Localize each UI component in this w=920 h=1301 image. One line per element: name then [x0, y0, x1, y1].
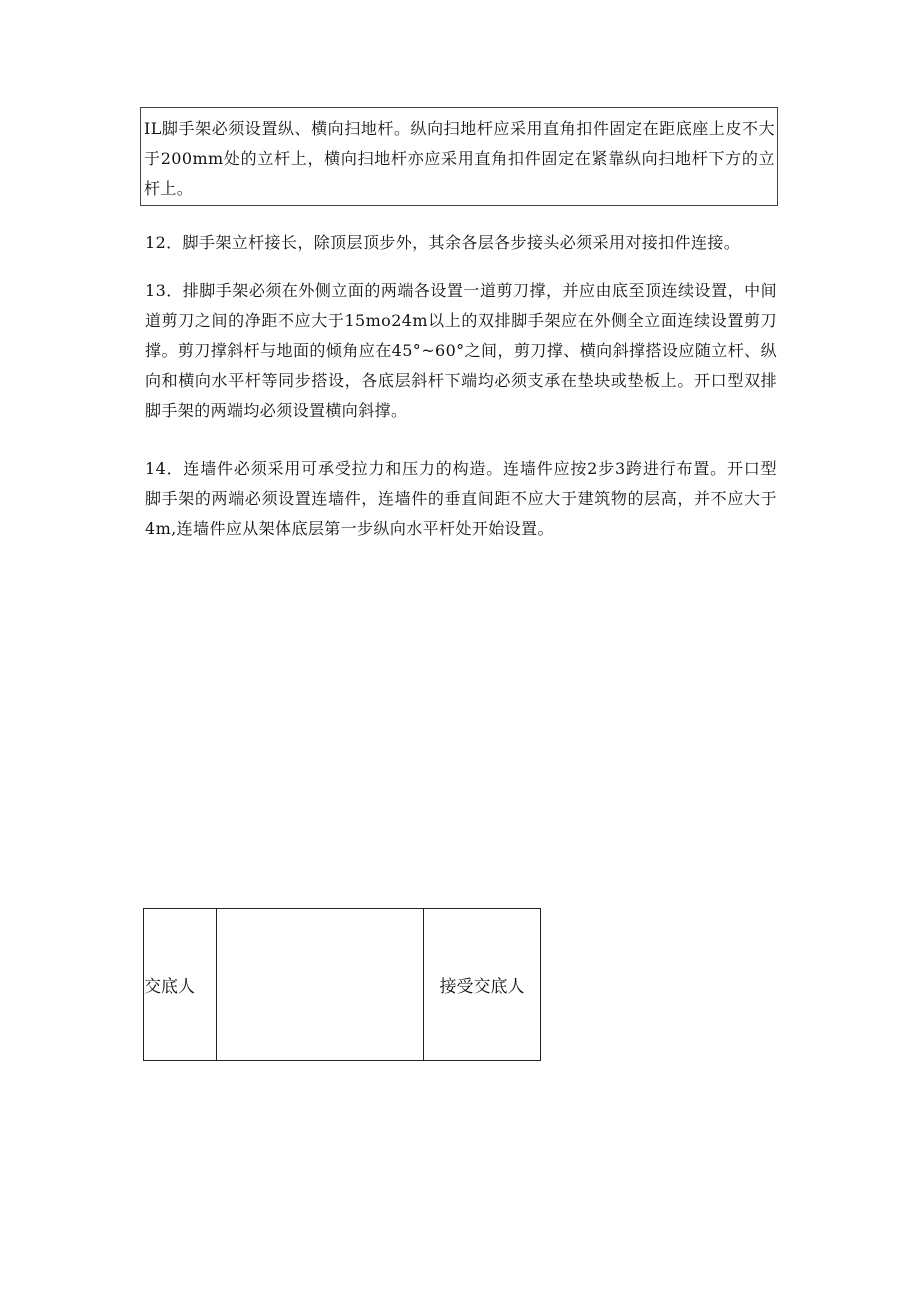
discloser-label: 交底人	[144, 909, 217, 1061]
paragraph-item-12: 12．脚手架立杆接长，除顶层顶步外，其余各层各步接头必须采用对接扣件连接。	[145, 233, 741, 252]
signature-table	[143, 908, 541, 1061]
boxed-paragraph-item-11: IL脚手架必须设置纵、横向扫地杆。纵向扫地杆应采用直角扣件固定在距底座上皮不大于200mm处的立杆上，横向扫地杆亦应采用直角扣件固定在紧靠纵向扫地杆下方的立杆上。	[140, 107, 778, 206]
signature-row	[144, 909, 541, 1061]
paragraph-item-13: 13．排脚手架必须在外侧立面的两端各设置一道剪刀撑，并应由底至顶连续设置，中间道剪刀之间的净距不应大于15mo24m以上的双排脚手架应在外侧全立面连续设置剪刀撑。剪刀撑斜杆与地面的倾角应在45°~60°之间，剪刀撑、横向斜撑搭设应随立杆、纵向和横向水平杆等同步搭设，各底层斜杆下端均必须支承在垫块或垫板上。开口型双排脚手架的两端均必须设置横向斜撑。	[145, 281, 777, 420]
paragraph-item-14: 14．连墙件必须采用可承受拉力和压力的构造。连墙件应按2步3跨进行布置。开口型脚手架的两端必须设置连墙件，连墙件的垂直间距不应大于建筑物的层高，并不应大于4m,连墙件应从架体底层第一步纵向水平杆处开始设置。	[145, 459, 777, 538]
discloser-signature-cell[interactable]	[217, 909, 424, 1061]
receiver-label: 接受交底人	[424, 909, 541, 1061]
